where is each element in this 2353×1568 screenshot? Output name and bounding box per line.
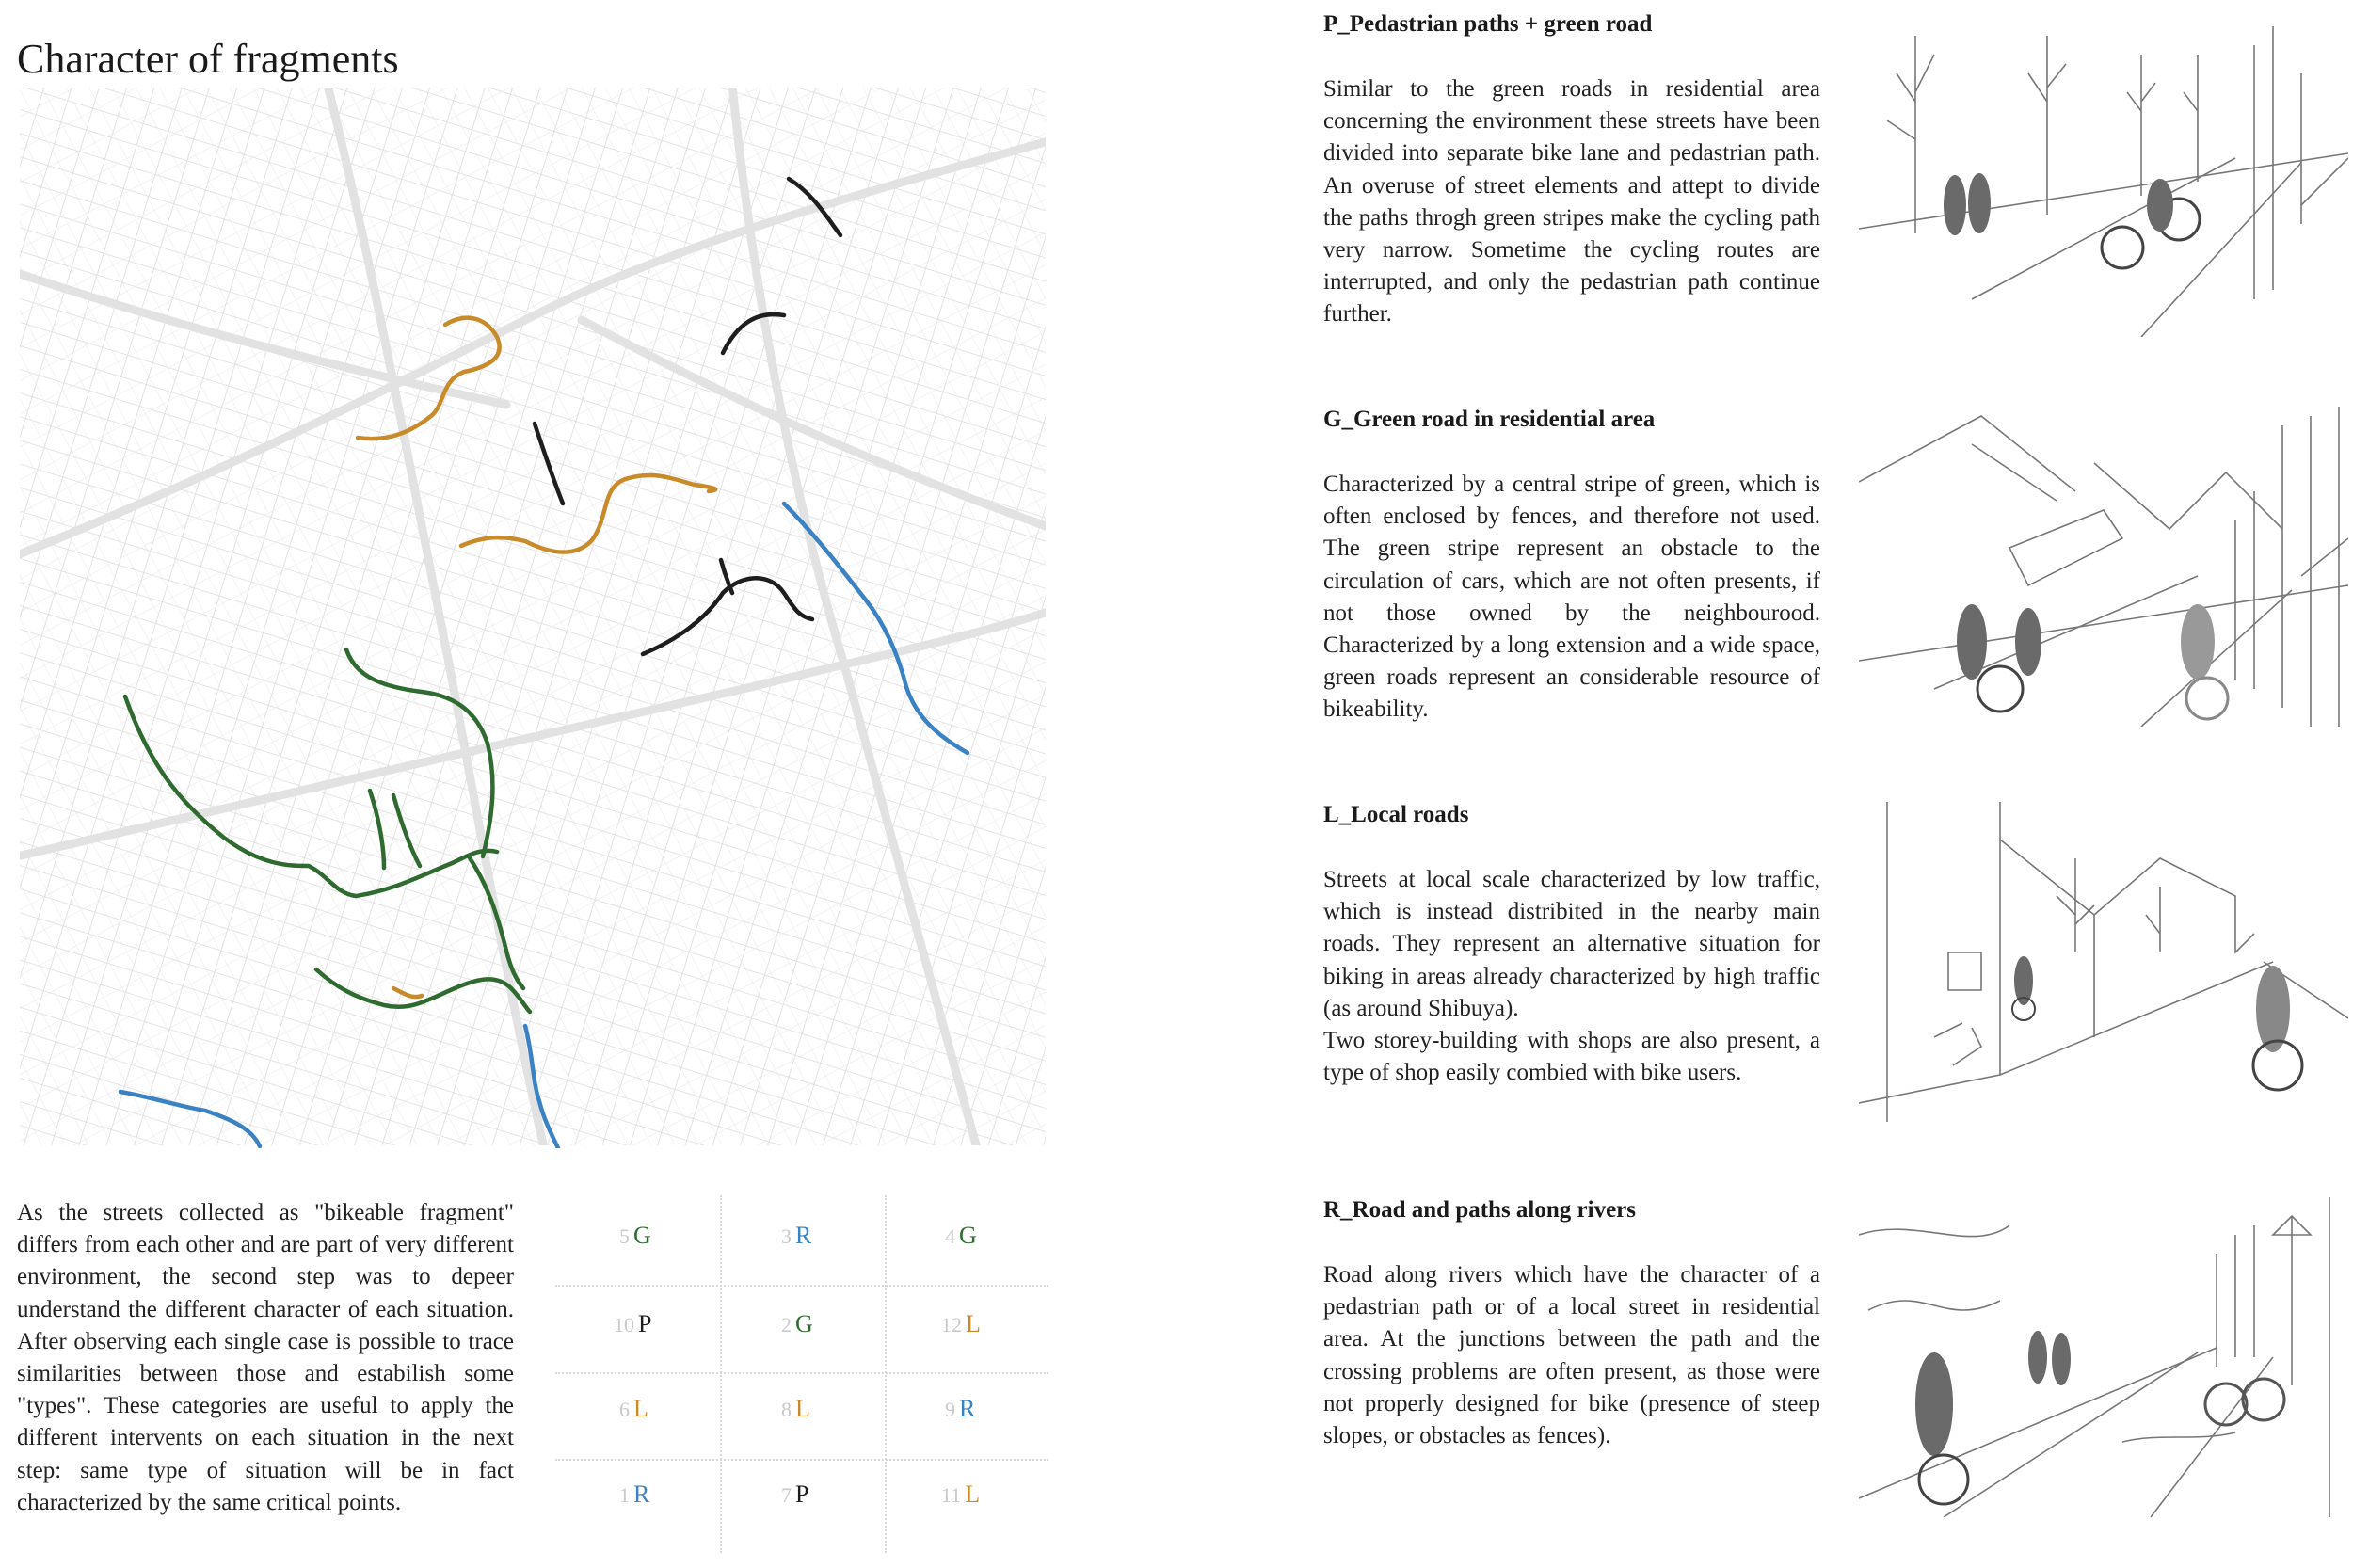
code-cell: 6 L bbox=[619, 1395, 648, 1422]
section-pedestrian-paths bbox=[1323, 11, 1820, 331]
map-street-grid-secondary bbox=[17, 85, 1048, 1148]
code-cell: 3 R bbox=[781, 1222, 812, 1249]
sketch-river-road-illustration bbox=[1859, 1197, 2348, 1517]
sketch-green-road-illustration bbox=[1859, 407, 2348, 727]
grid-divider bbox=[555, 1459, 1048, 1461]
grid-divider bbox=[555, 1372, 1048, 1374]
code-cell: 12 L bbox=[941, 1310, 981, 1337]
section-heading: G_Green road in residential area bbox=[1323, 407, 1656, 432]
code-cell: 2 G bbox=[781, 1310, 813, 1337]
section-heading: L_Local roads bbox=[1323, 802, 1469, 827]
section-local-roads bbox=[1323, 802, 1820, 1089]
section-heading: R_Road and paths along rivers bbox=[1323, 1197, 1636, 1223]
street-map bbox=[17, 85, 1048, 1148]
section-river-roads bbox=[1323, 1197, 1820, 1452]
code-cell: 7 P bbox=[781, 1480, 809, 1508]
code-cell: 4 G bbox=[945, 1222, 977, 1249]
code-cell: 9 R bbox=[945, 1395, 976, 1422]
section-text: Characterized by a central stripe of green, which is often enclosed by fences, and therefore not used. The green stripe represent an obstacle to the circulation of cars, which are not often presents, if not those owned by the neighbourood. Characterized by a long extension and a wide space, green roads represent an considerable resource of bikeability. bbox=[1323, 472, 1820, 723]
grid-divider bbox=[885, 1195, 887, 1553]
code-cell: 1 R bbox=[619, 1480, 650, 1508]
section-text: Road along rivers which have the character of a pedastrian path or of a local street in residential area. At the junctions between the path and the crossing problems are often present, as those were not properly designed for bike (presence of steep slopes, or obstacles as fences). bbox=[1323, 1262, 1820, 1449]
grid-divider bbox=[720, 1195, 722, 1553]
fragment-code-grid bbox=[555, 1195, 1048, 1553]
intro-paragraph: As the streets collected as "bikeable fragment" differs from each other and are part of very different environment, the second step was to depeer understand the different character of each situation. After observing each single case is possible to trace similarities between those and estabilish some "types". These categories are useful to apply the different intervents on each situation in the next step: same type of situation will be in fact characterized by the same critical points. bbox=[17, 1200, 514, 1515]
sketch-local-road-illustration bbox=[1859, 802, 2348, 1122]
code-cell: 5 G bbox=[619, 1222, 651, 1249]
grid-divider bbox=[555, 1285, 1048, 1287]
section-heading: P_Pedastrian paths + green road bbox=[1323, 11, 1653, 37]
section-green-road bbox=[1323, 407, 1820, 727]
code-cell: 10 P bbox=[614, 1310, 652, 1337]
sketch-pedestrian-path-illustration bbox=[1859, 17, 2348, 337]
code-cell: 11 L bbox=[941, 1480, 981, 1508]
section-text: Streets at local scale characterized by low traffic, which is instead distribited in the nearby main roads. They represent an alternative situation for biking in areas already characterized by high traffic (as around Shibuya). Two storey-building with shops are also present, a type of shop easily combied with bike users. bbox=[1323, 867, 1820, 1086]
page-title: Character of fragments bbox=[17, 36, 399, 83]
code-cell: 8 L bbox=[781, 1395, 810, 1422]
section-text: Similar to the green roads in residential area concerning the environment these streets have been divided into separate bike lane and pedastrian path. An overuse of street elements and attept to divide the paths throgh green stripes make the cycling path very narrow. Sometime the cycling routes are interrupted, and only the pedastrian path continue further. bbox=[1323, 76, 1820, 328]
